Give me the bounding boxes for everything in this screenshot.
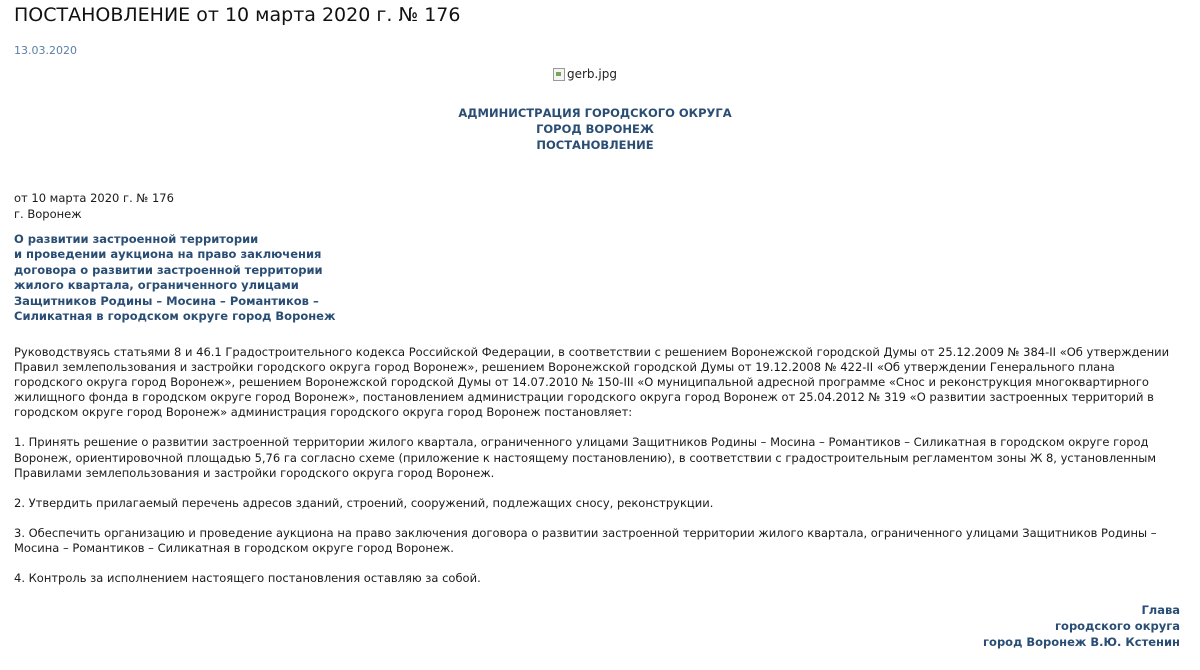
header-line-city: ГОРОД ВОРОНЕЖ [536,122,654,136]
resolution-item-2: 2. Утвердить прилагаемый перечень адресов зданий, строений, сооружений, подлежащих сносу, реконструкции. [14,495,714,510]
header-line-administration: АДМИНИСТРАЦИЯ ГОРОДСКОГО ОКРУГА [458,106,732,120]
subject-line: жилого квартала, ограниченного улицами [14,278,299,293]
signature-block [983,602,1180,650]
preamble-paragraph: Руководствуясь статьями 8 и 46.1 Градостроительного кодекса Российской Федерации, в соответствии с решением Воронежской городской Думы от 25.12.2009 № 384-II «Об утверждении Правил землепользования и застройки городского округа город Воронеж», решением Воронежской городской Думы от 19.12.2008 № 422-II «Об утверждении Генерального плана городского округа город Воронеж», решением Воронежской городской Думы от 14.07.2010 № 150-III «О муниципальной адресной программе «Снос и реконструкция многоквартирного жилищного фонда в городском округе город Воронеж», постановлением администрации городского округа город Воронеж от 25.04.2012 № 319 «О развитии застроенных территорий в городском округе город Воронеж» администрация городского округа город Воронеж постановляет: [14,345,1170,420]
subject-line: и проведении аукциона на право заключения [14,247,322,262]
document-header [395,105,795,153]
signature-line-office: городского округа [1055,619,1180,633]
crest-image [553,67,617,81]
resolution-item-1: 1. Принять решение о развитии застроенной территории жилого квартала, ограниченного улицами Защитников Родины – Мосина – Романтиков – Силикатная в городском округе город Воронеж, ориентировочной площадью 5,76 га согласно схеме (приложение к настоящему постановлению), в соответствии с градостроительным регламентом зоны Ж 8, установленным Правилами землепользования и застройки городского округа город Воронеж. [14,435,1157,480]
doc-city: г. Воронеж [14,207,82,221]
header-line-doc-type: ПОСТАНОВЛЕНИЕ [536,138,654,152]
doc-date-number: от 10 марта 2020 г. № 176 [14,191,174,205]
subject-line: О развитии застроенной территории [14,232,259,246]
published-date: 13.03.2020 [14,44,77,57]
signature-line-title: Глава [1141,603,1180,617]
document-body [14,345,1186,601]
document-meta [14,190,174,222]
subject-line: договора о развитии застроенной территории [14,262,323,277]
document-subject [14,232,335,324]
subject-line: Силикатная в городском округе город Воронеж [14,309,336,324]
crest-image-alt-text: gerb.jpg [567,67,617,81]
broken-image-icon [553,68,565,81]
page-title: ПОСТАНОВЛЕНИЕ от 10 марта 2020 г. № 176 [14,4,461,26]
resolution-item-4: 4. Контроль за исполнением настоящего постановления оставляю за собой. [14,571,481,586]
subject-line: Защитников Родины – Мосина – Романтиков – [14,293,319,308]
resolution-item-3: 3. Обеспечить организацию и проведение аукциона на право заключения договора о развитии застроенной территории жилого квартала, ограниченного улицами Защитников Родины – Мосина – Романтиков – Силикатная в городском округе город Воронеж. [14,525,1157,555]
signature-line-name: город Воронеж В.Ю. Кстенин [983,635,1180,649]
